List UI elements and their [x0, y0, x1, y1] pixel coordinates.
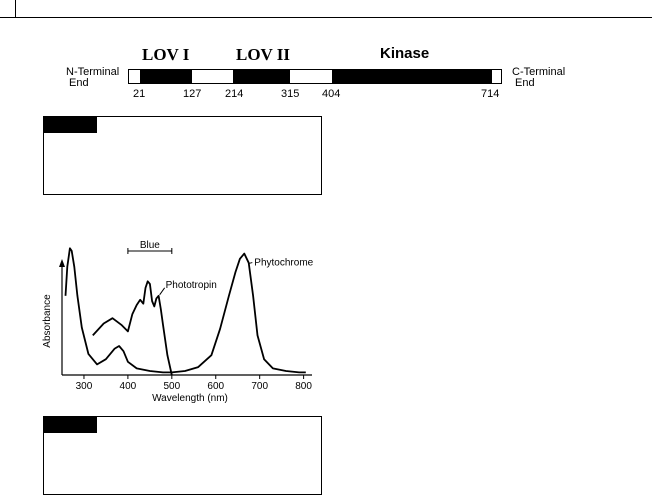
position-label: 404: [322, 88, 341, 100]
x-tick-label: 500: [163, 381, 181, 392]
lov2-label: LOV II: [236, 45, 291, 64]
n-terminal-line2: End: [69, 77, 89, 89]
c-terminal-line1: C-Terminal: [512, 66, 566, 78]
position-label: 214: [225, 88, 244, 100]
x-tick-label: 300: [75, 381, 93, 392]
phytochrome-label: Phytochrome: [254, 257, 314, 269]
c-terminal-label: [512, 67, 565, 89]
x-tick-label: 400: [119, 381, 137, 392]
position-label: 21: [133, 88, 146, 100]
lov2-domain: [233, 69, 290, 84]
absorbance-spectrum-chart: [40, 235, 325, 405]
n-terminal-line1: N-Terminal: [66, 66, 120, 78]
phototropin-label: Phototropin: [165, 279, 217, 291]
kinase-domain: [332, 69, 492, 84]
position-label: 714: [481, 88, 500, 100]
c-terminal-line2: End: [515, 77, 535, 89]
y-axis-label: Absorbance: [42, 294, 53, 348]
kinase-label: Kinase: [380, 45, 430, 62]
phototropin-leader: [160, 288, 165, 295]
lov1-domain: [140, 69, 192, 84]
x-tick-label: 600: [207, 381, 225, 392]
position-label: 315: [281, 88, 300, 100]
x-tick-label: 800: [295, 381, 312, 392]
domain-diagram: [0, 0, 652, 110]
x-tick-label: 700: [251, 381, 269, 392]
y-axis-arrow: [59, 259, 65, 267]
figure-caption-tab: [43, 116, 97, 133]
figure-caption-tab: [43, 416, 97, 433]
n-terminal-label: [66, 67, 119, 89]
position-label: 127: [183, 88, 202, 100]
blue-band-label: Blue: [139, 240, 160, 251]
lov1-label: LOV I: [142, 45, 190, 64]
x-axis-label: Wavelength (nm): [152, 393, 228, 404]
